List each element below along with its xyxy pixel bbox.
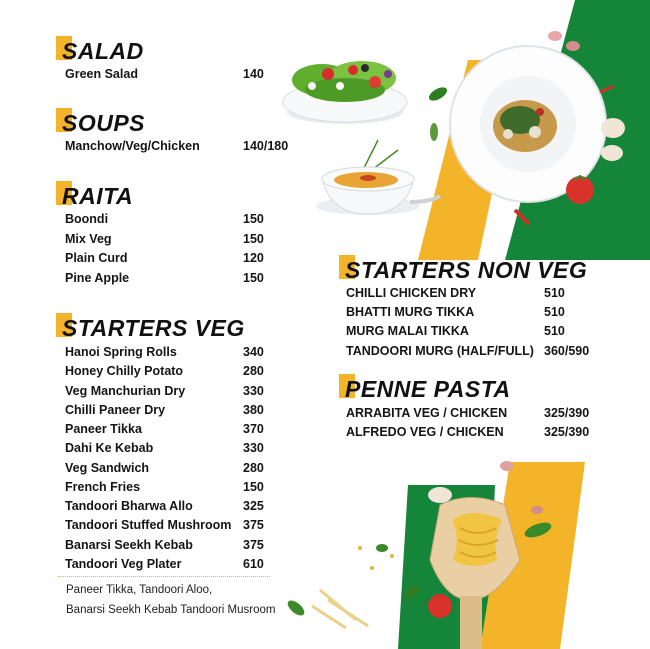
- menu-item: [65, 232, 264, 247]
- item-name: Tandoori Bharwa Allo: [65, 499, 193, 513]
- menu-item: [65, 403, 264, 418]
- menu-item: [65, 538, 264, 553]
- item-name: Chilli Paneer Dry: [65, 403, 166, 417]
- item-name: ALFREDO VEG / CHICKEN: [346, 425, 504, 439]
- item-price: 510: [544, 324, 565, 338]
- item-price: 510: [544, 286, 565, 300]
- menu-item: [65, 499, 264, 514]
- section-title-raita: [62, 184, 133, 208]
- item-price: 340: [243, 345, 264, 359]
- item-name: Pine Apple: [65, 271, 130, 285]
- menu-item: [65, 384, 264, 399]
- menu-item: [346, 425, 590, 440]
- item-name: Manchow/Veg/Chicken: [65, 139, 200, 153]
- item-name: TANDOORI MURG (HALF/FULL): [346, 344, 534, 358]
- menu-item: [65, 422, 264, 437]
- item-price: 140: [243, 67, 264, 81]
- item-name: Banarsi Seekh Kebab: [65, 538, 193, 552]
- item-name: Honey Chilly Potato: [65, 364, 184, 378]
- menu-item: [65, 441, 264, 456]
- item-price: 150: [243, 480, 264, 494]
- item-price: 510: [544, 305, 565, 319]
- section-title-text: SOUPS: [62, 110, 146, 136]
- item-price: 330: [243, 441, 264, 455]
- menu-item: [65, 67, 264, 82]
- menu-item: [65, 345, 264, 360]
- item-name: Veg Sandwich: [65, 461, 150, 475]
- menu-item: [65, 461, 264, 476]
- section-title-text: RAITA: [62, 183, 134, 209]
- item-price: 375: [243, 518, 264, 532]
- item-name: Veg Manchurian Dry: [65, 384, 186, 398]
- item-price: 325: [243, 499, 264, 513]
- section-title-text: PENNE PASTA: [345, 376, 511, 402]
- menu-item: [65, 251, 264, 266]
- item-name: French Fries: [65, 480, 141, 494]
- menu-item: [65, 518, 264, 533]
- platter-note-line: Banarsi Seekh Kebab Tandoori Musroom: [66, 604, 276, 616]
- menu-item: [65, 271, 264, 286]
- item-price: 140/180: [243, 139, 289, 153]
- item-price: 370: [243, 422, 264, 436]
- menu-item: [65, 480, 264, 495]
- item-name: Dahi Ke Kebab: [65, 441, 154, 455]
- item-name: Paneer Tikka: [65, 422, 142, 436]
- section-title-penne-pasta: [345, 377, 511, 401]
- item-price: 150: [243, 271, 264, 285]
- item-price: 330: [243, 384, 264, 398]
- item-price: 360/590: [544, 344, 590, 358]
- item-name: Green Salad: [65, 67, 138, 81]
- item-name: Boondi: [65, 212, 109, 226]
- menu-item: [65, 139, 289, 154]
- item-name: Plain Curd: [65, 251, 128, 265]
- platter-divider: [58, 576, 270, 577]
- section-title-salad: [62, 39, 144, 63]
- item-name: BHATTI MURG TIKKA: [346, 305, 475, 319]
- item-name: MURG MALAI TIKKA: [346, 324, 469, 338]
- menu-item: [346, 324, 565, 339]
- menu-item: [65, 364, 264, 379]
- item-price: 280: [243, 461, 264, 475]
- item-price: 325/390: [544, 406, 590, 420]
- section-title-soups: [62, 111, 145, 135]
- section-title-starters-veg: [62, 316, 245, 340]
- item-price: 150: [243, 212, 264, 226]
- menu-item: [65, 212, 264, 227]
- item-name: CHILLI CHICKEN DRY: [346, 286, 477, 300]
- item-name: ARRABITA VEG / CHICKEN: [346, 406, 508, 420]
- item-price: 375: [243, 538, 264, 552]
- item-price: 150: [243, 232, 264, 246]
- menu-item: [346, 305, 565, 320]
- item-price: 610: [243, 557, 264, 571]
- item-price: 325/390: [544, 425, 590, 439]
- menu-item: [346, 286, 565, 301]
- menu-item: [346, 406, 590, 421]
- item-price: 380: [243, 403, 264, 417]
- section-title-text: STARTERS VEG: [62, 315, 245, 341]
- item-name: Hanoi Spring Rolls: [65, 345, 177, 359]
- item-price: 120: [243, 251, 264, 265]
- item-name: Tandoori Stuffed Mushroom: [65, 518, 232, 532]
- item-price: 280: [243, 364, 264, 378]
- menu-item: [346, 344, 590, 359]
- section-title-text: SALAD: [62, 38, 144, 64]
- item-name: Tandoori Veg Plater: [65, 557, 182, 571]
- platter-note-line: Paneer Tikka, Tandoori Aloo,: [66, 584, 213, 596]
- item-name: Mix Veg: [65, 232, 112, 246]
- section-title-starters-non-veg: [345, 258, 587, 282]
- section-title-text: STARTERS NON VEG: [345, 257, 588, 283]
- menu-item: [65, 557, 264, 572]
